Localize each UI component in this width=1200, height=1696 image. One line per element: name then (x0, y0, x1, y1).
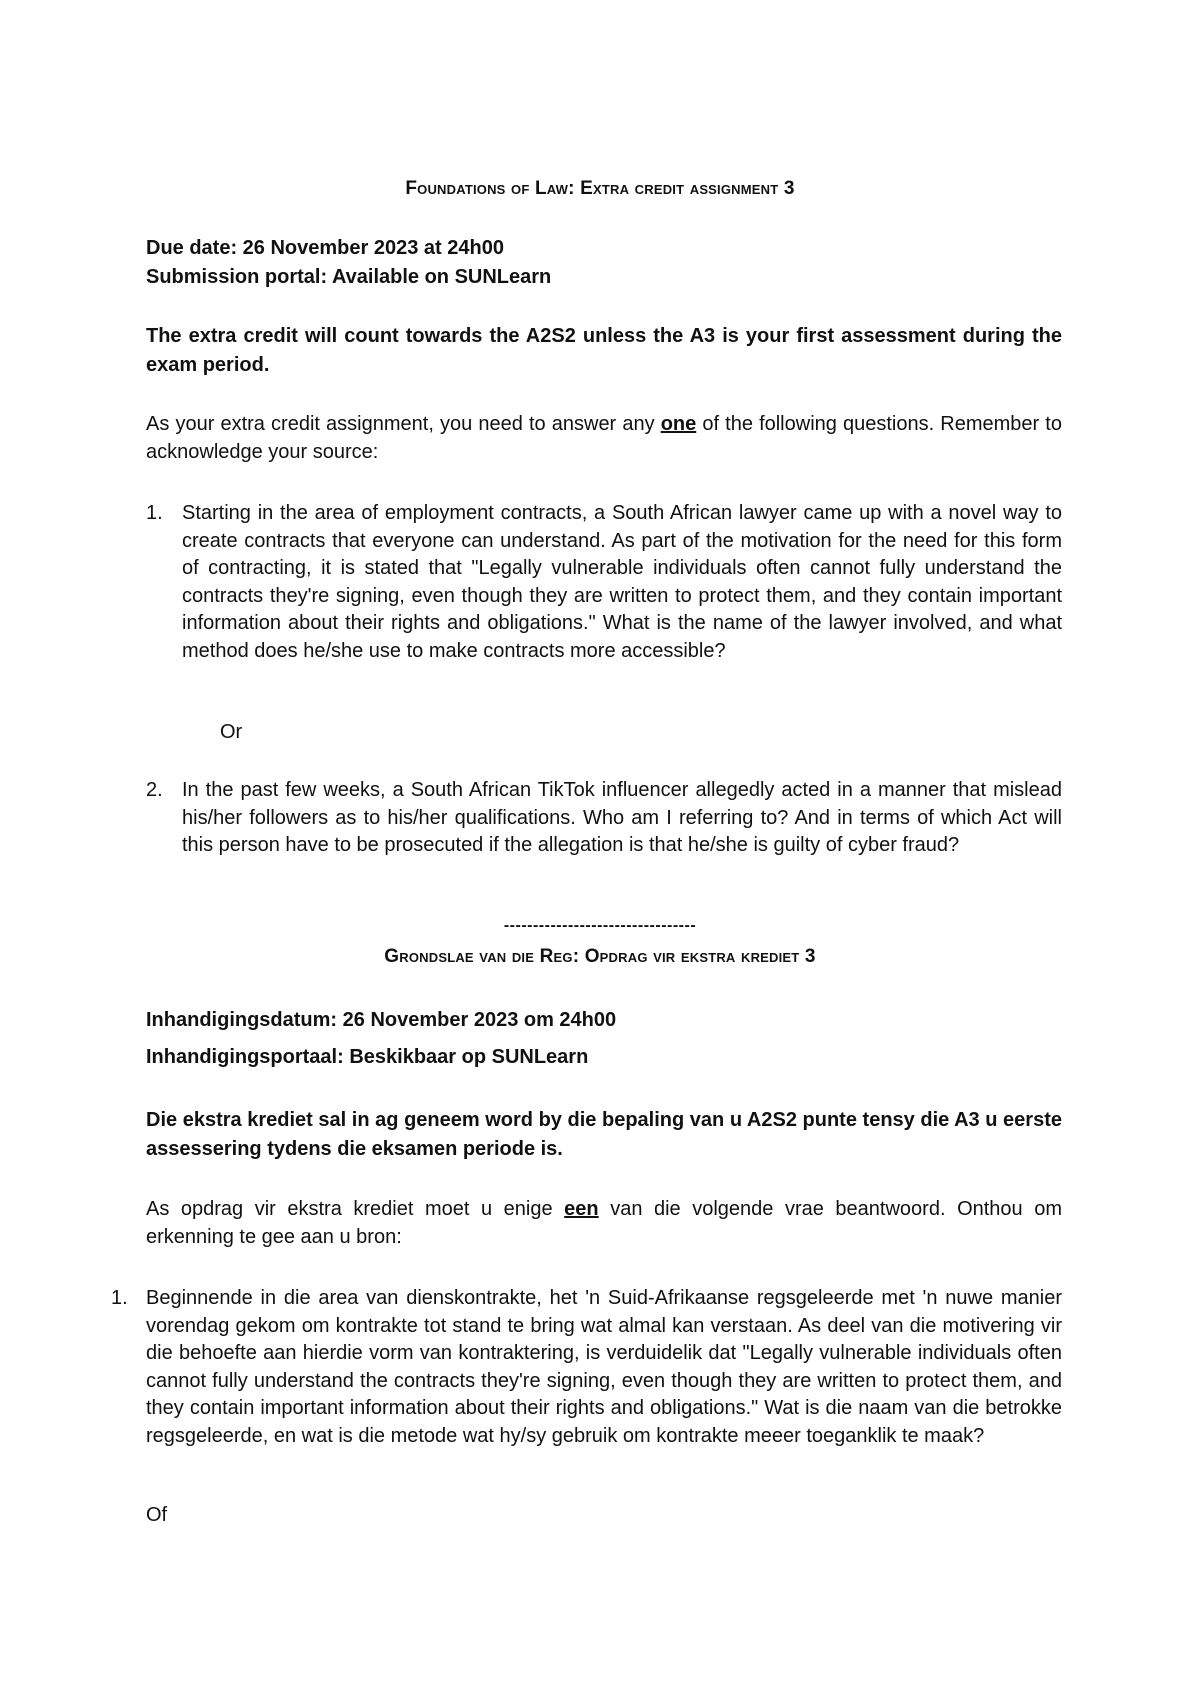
english-question2: In the past few weeks, a South African TikTok influencer allegedly acted in a manner that mislead his/her followers as to his/her qualifications. Who am I referring to? And in terms of which Act will this person have to be prosecuted if the allegation is that he/she is guilty of cyber fraud? (182, 779, 1062, 856)
english-or-label: Or (220, 721, 243, 743)
afrikaans-intro (146, 1196, 1062, 1251)
afrikaans-due-date: Inhandigingsdatum: 26 November 2023 om 24h00 (146, 1009, 617, 1031)
afrikaans-intro-after: van die volgende vrae beantwoord. Onthou om erkenning te gee aan u bron: (146, 1198, 1063, 1248)
afrikaans-or-label: Of (146, 1504, 168, 1526)
afrikaans-intro-emphasis: een (564, 1198, 599, 1220)
afrikaans-title: Grondslae van die Reg: Opdrag vir ekstra krediet 3 (384, 946, 816, 967)
section-divider: --------------------------------- (503, 917, 697, 934)
english-due-date: Due date: 26 November 2023 at 24h00 (146, 237, 504, 259)
english-intro-emphasis: one (660, 413, 697, 435)
english-intro-after: of the following questions. Remember to acknowledge your source: (146, 413, 1062, 463)
english-question2-number: 2. (146, 779, 163, 801)
afrikaans-question1: Beginnende in die area van dienskontrakte, het 'n Suid-Afrikaanse regsgeleerde met 'n nuwe manier vorendag gekom om kontrakte tot stand te bring wat almal kan verstaan. As deel van die motivering vir die behoefte aan hierdie vorm van kontraktering, is verduidelik dat "Legally vulnerable individuals often cannot fully understand the contracts they're signing, even though they are written to protect them, and they contain important information about their rights and obligations." Wat is die naam van die betrokke regsgeleerde, en wat is die metode wat hy/sy gebruik om kontrakte meeer toeganklik te maak? (146, 1287, 1062, 1447)
english-title: Foundations of Law: Extra credit assignment 3 (405, 178, 795, 199)
afrikaans-intro-before: As opdrag vir ekstra krediet moet u enige (146, 1198, 565, 1220)
english-submission-portal: Submission portal: Available on SUNLearn (146, 266, 552, 288)
english-intro-before: As your extra credit assignment, you need to answer any (146, 413, 661, 435)
afrikaans-notice: Die ekstra krediet sal in ag geneem word by die bepaling van u A2S2 punte tensy die A3 u eerste assessering tydens die eksamen periode is. (146, 1109, 1062, 1160)
english-notice: The extra credit will count towards the A2S2 unless the A3 is your first assessment during the exam period. (146, 325, 1062, 376)
english-question1: Starting in the area of employment contracts, a South African lawyer came up with a novel way to create contracts that everyone can understand. As part of the motivation for the need for this form of contracting, it is stated that "Legally vulnerable individuals often cannot fully understand the contracts they're signing, even though they are written to protect them, and they contain important information about their rights and obligations." What is the name of the lawyer involved, and what method does he/she use to make contracts more accessible? (182, 502, 1062, 662)
afrikaans-question1-number: 1. (111, 1287, 128, 1309)
afrikaans-submission-portal: Inhandigingsportaal: Beskikbaar op SUNLearn (146, 1046, 589, 1068)
english-question1-number: 1. (146, 502, 163, 524)
english-intro (146, 411, 1062, 466)
